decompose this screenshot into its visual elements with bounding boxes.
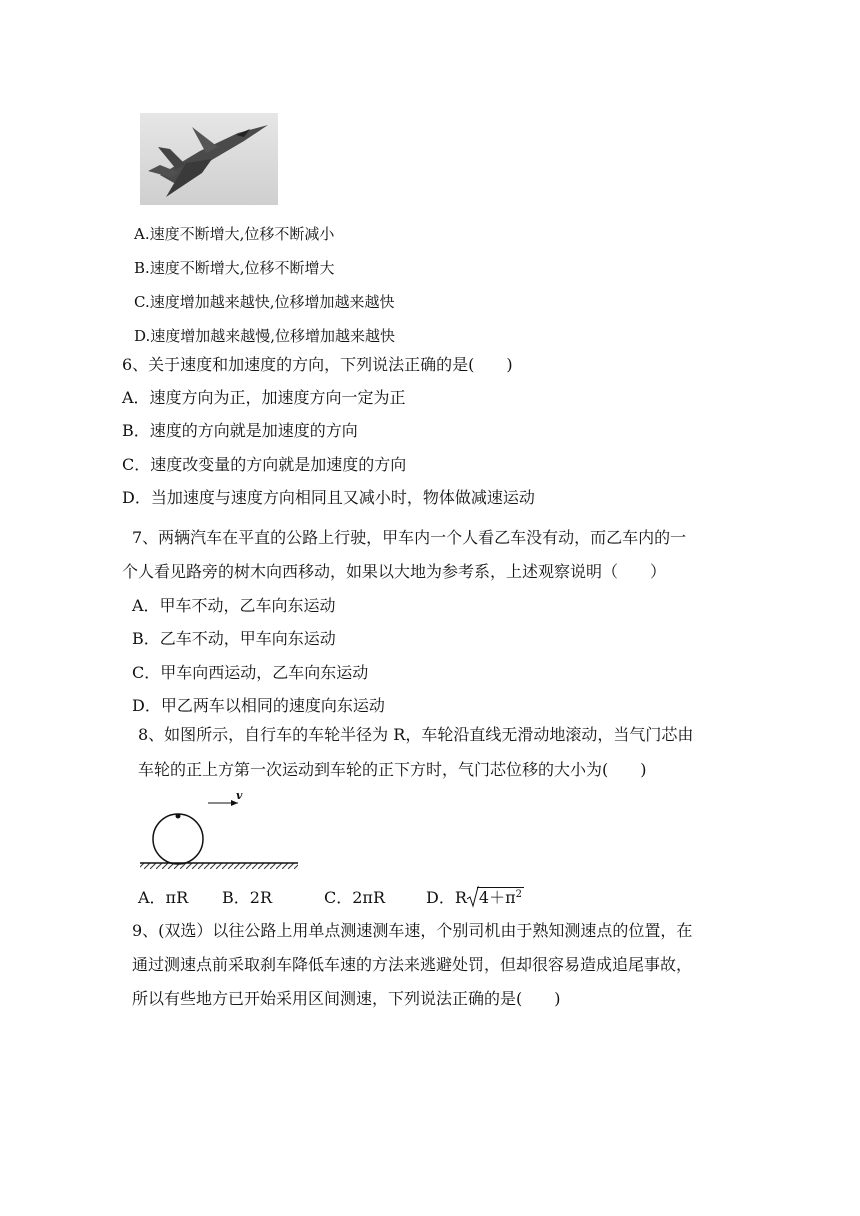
q7-stem-line1: 7、两辆汽车在平直的公路上行驶，甲车内一个人看乙车没有动，而乙车内的一 [132,528,687,547]
fighter-jet-image [140,113,278,205]
q8-option-c: C．2πR [324,888,385,907]
q8-option-d-exponent: 2 [515,889,522,900]
q5-option-b: B.速度不断增大,位移不断增大 [134,259,335,277]
q6-option-a: A．速度方向为正，加速度方向一定为正 [122,388,406,407]
q8-option-d-prefix: D．R [426,888,467,907]
q9-stem-line1: 9、(双选）以往公路上用单点测速测车速，个别司机由于熟知测速点的位置，在 [132,921,693,940]
q8-option-d [426,888,524,908]
q7-option-a: A．甲车不动，乙车向东运动 [132,596,336,615]
sqrt-sign-icon [467,886,479,908]
q8-option-a: A．πR [138,888,189,907]
q8-option-b: B．2R [222,888,272,907]
q7-option-d: D．甲乙两车以相同的速度向东运动 [132,696,385,715]
wheel-circle [153,814,203,864]
q7-stem-line2: 个人看见路旁的树木向西移动，如果以大地为参考系，上述观察说明（ ） [122,562,667,581]
q5-option-c: C.速度增加越来越快,位移增加越来越快 [134,293,395,311]
q7-option-c: C．甲车向西运动，乙车向东运动 [132,663,369,682]
q8-stem-line2: 车轮的正上方第一次运动到车轮的正下方时，气门芯位移的大小为( ) [138,760,647,779]
q6-option-b: B．速度的方向就是加速度的方向 [122,421,358,440]
q6-stem: 6、关于速度和加速度的方向，下列说法正确的是( ) [122,355,513,374]
velocity-label: v [236,789,243,802]
rolling-wheel-diagram [138,785,303,875]
q5-option-d: D.速度增加越来越慢,位移增加越来越快 [134,327,396,345]
q6-option-c: C．速度改变量的方向就是加速度的方向 [122,455,407,474]
sqrt-expression [467,888,524,908]
q6-option-d: D．当加速度与速度方向相同且又减小时，物体做减速运动 [122,488,535,507]
q5-option-a: A.速度不断增大,位移不断减小 [134,225,335,243]
valve-core-dot [176,814,181,819]
q8-stem-line1: 8、如图所示，自行车的车轮半径为 R，车轮沿直线无滑动地滚动，当气门芯由 [138,725,694,744]
q7-option-b: B．乙车不动，甲车向东运动 [132,629,336,648]
q9-stem-line2: 通过测速点前采取刹车降低车速的方法来逃避处罚，但却很容易造成追尾事故， [132,955,693,974]
q8-option-d-radicand: 4＋π [478,888,516,907]
q9-stem-line3: 所以有些地方已开始采用区间测速，下列说法正确的是( ) [132,989,561,1008]
